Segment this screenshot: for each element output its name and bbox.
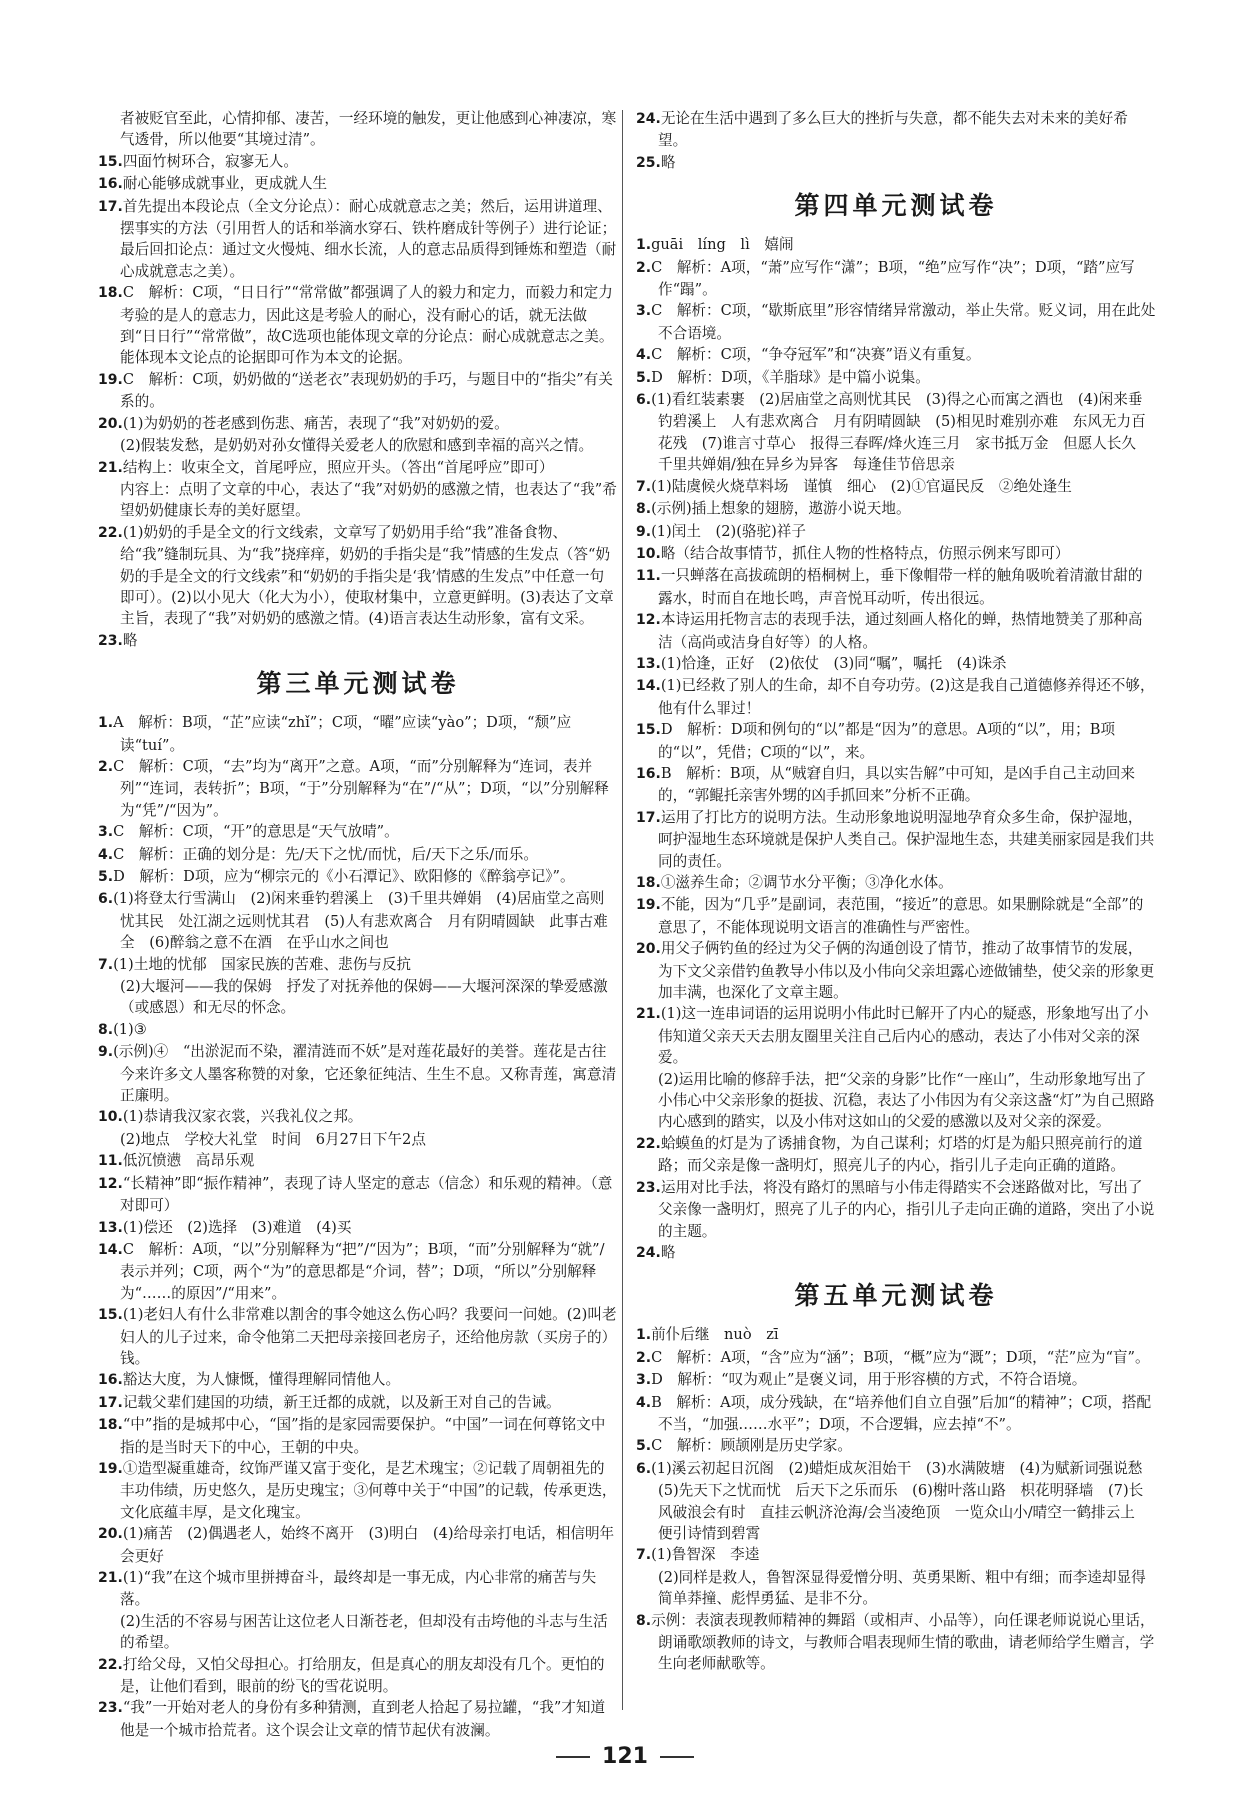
answer-number: 15. [636, 722, 661, 739]
answer-text: D 解析：D项，应为“柳宗元的《小石潭记》、欧阳修的《醉翁亭记》”。 [113, 868, 575, 885]
answer-item [636, 389, 1156, 476]
answer-number: 16. [98, 176, 123, 193]
answer-item [98, 1019, 618, 1041]
answer-number: 2. [98, 758, 114, 775]
answer-number: 20. [98, 415, 123, 432]
answer-number: 16. [636, 765, 661, 782]
answer-text: (2)假装发愁，是奶奶对孙女懂得关爱老人的欣慰和感到幸福的高兴之情。 [120, 437, 594, 455]
answer-item [636, 894, 1156, 938]
answer-text: 耐心能够成就事业，更成就人生 [122, 175, 328, 193]
answer-number: 20. [636, 941, 661, 958]
footer-dash-right [660, 1756, 694, 1758]
answer-text: 运用对比手法，将没有路灯的黑暗与小伟走得踏实不会迷路做对比，写出了父亲像一盏明灯，照亮了儿子的内心，指引儿子走向正确的道路，突出了小说的主题。 [658, 1178, 1155, 1240]
answer-item [636, 872, 1156, 894]
answer-text: 结构上：收束全文，首尾呼应，照应开头。（答出“首尾呼应”即可） [122, 458, 554, 476]
answer-item [98, 1217, 618, 1239]
answer-number: 8. [98, 1021, 114, 1038]
answer-text: B 解析：B项，从“贼窘自归，具以实告解”中可知，是凶手自己主动回来的，“郭鲲托亲害外甥的凶手抓回来”分析不正确。 [658, 764, 1135, 805]
answer-item [636, 1435, 1156, 1457]
answer-item [98, 844, 618, 866]
answer-number: 4. [636, 347, 652, 364]
answer-item [98, 151, 618, 173]
answer-number: 16. [98, 1372, 123, 1389]
answer-number: 3. [636, 303, 652, 320]
answer-item [98, 479, 618, 522]
page-number: 121 [602, 1744, 648, 1769]
unit2-answers-continued [98, 108, 618, 652]
answer-text: 者被贬官至此，心情抑郁、凄苦，一经环境的触发，更让他感到心神凄凉，寒气透骨，所以他要“其境过清”。 [120, 110, 617, 149]
answer-number: 12. [98, 1175, 123, 1192]
answer-text: C 解析：C项，“争夺冠军”和“决赛”语义有重复。 [651, 346, 981, 364]
answer-text: (2)同样是救人，鲁智深显得爱憎分明、英勇果断、粗中有细；而李逵却显得简单莽撞、彪悍勇猛、是非不分。 [658, 1568, 1146, 1608]
answer-text: (2)大堰河——我的保姆 抒发了对抚养他的保姆——大堰河深深的挚爱感激（或感恩）和无尽的怀念。 [120, 978, 608, 1017]
answer-number: 3. [98, 824, 114, 841]
answer-text: 内容上：点明了文章的中心，表达了“我”对奶奶的感激之情，也表达了“我”希望奶奶健康长寿的美好愿望。 [120, 480, 617, 520]
answer-number: 17. [98, 1394, 123, 1411]
answer-item [636, 609, 1156, 653]
answer-item [636, 152, 1156, 174]
column-divider [622, 110, 623, 1710]
answer-text: (1)为奶奶的苍老感到伤悲、痛苦，表现了“我”对奶奶的爱。 [122, 414, 509, 432]
answer-text: (1)“我”在这个城市里拼搏奋斗，最终却是一事无成，内心非常的痛苦与失落。 [120, 1569, 597, 1609]
answer-item [636, 1242, 1156, 1264]
answer-item [636, 1324, 1156, 1346]
answer-number: 22. [636, 1135, 661, 1152]
answer-item [98, 756, 618, 821]
answer-text: 略（结合故事情节，抓住人物的性格特点，仿照示例来写即可） [660, 544, 1070, 562]
answer-number: 8. [636, 1612, 652, 1629]
answer-item [98, 413, 618, 435]
answer-item [636, 1069, 1156, 1133]
answer-item [636, 675, 1156, 719]
answer-item [636, 521, 1156, 543]
answer-item [636, 807, 1156, 872]
answer-number: 7. [636, 1547, 652, 1564]
answer-text: C 解析：A项，“萧”应写作“潇”；B项，“绝”应写作“决”；D项，“踏”应写作“蹋”。 [651, 258, 1135, 299]
answer-item [98, 821, 618, 843]
answer-item [98, 1392, 618, 1414]
answer-text: ①滋养生命；②调节水分平衡；③净化水体。 [660, 874, 953, 891]
answer-number: 7. [636, 478, 652, 495]
answer-text: (示例)插上想象的翅膀，遨游小说天地。 [651, 500, 911, 518]
answer-number: 5. [98, 869, 114, 885]
answer-item [98, 1567, 618, 1611]
answer-item [98, 1173, 618, 1217]
answer-item [636, 1392, 1156, 1436]
answer-text: 蛤蟆鱼的灯是为了诱捕食物，为自己谋利；灯塔的灯是为船只照亮前行的道路；而父亲是像一盏明灯，照亮儿子的内心，指引儿子走向正确的道路。 [658, 1134, 1143, 1175]
answer-item [98, 1129, 618, 1150]
answer-text: (示例)④ “出淤泥而不染，濯清涟而不妖”是对莲花最好的美誉。莲花是古往今来许多文人墨客称赞的对象，它还象征纯洁、生生不息。又称青莲，寓意清正廉明。 [113, 1043, 617, 1105]
answer-number: 25. [636, 154, 661, 171]
answer-number: 1. [98, 715, 114, 732]
answer-text: (1)老妇人有什么非常难以割舍的事令她这么伤心吗？我要问一问她。(2)叫老妇人的儿子过来，命令他第二天把母亲接回老房子，还给他房款（买房子的）钱。 [120, 1306, 617, 1367]
answer-number: 6. [636, 392, 652, 409]
page-number-footer [0, 1744, 1250, 1769]
answer-text: (1)溪云初起日沉阁 (2)蜡炬成灰泪始干 (3)水满陂塘 (4)为赋新词强说愁 (5)先天下之忧而忧 后天下之乐而乐 (6)榭叶落山路 枳花明驿墙 (7)长风破浪会有时 直挂云帆济沧海/会当凌绝顶 一览众山小/晴空一鹤排云上 便引诗情到碧霄 [651, 1459, 1157, 1542]
answer-text: C 解析：C项，“去”均为“离开”之意。A项，“而”分别解释为“连词，表并列”“连词，表转折”；B项，“于”分别解释为“在”/“从”；D项，“以”分别解释为“凭”/“因为”。 [113, 757, 609, 819]
answer-number: 4. [98, 846, 114, 863]
answer-number: 21. [636, 1006, 661, 1023]
answer-item [98, 435, 618, 456]
answer-text: (1)鲁智深 李逵 [651, 1546, 760, 1564]
answer-number: 8. [636, 501, 652, 518]
answer-text: C 解析：A项，“含”应为“涵”；B项，“概”应为“溉”；D项，“茫”应为“盲”。 [651, 1348, 1150, 1366]
answer-text: D 解析：D项和例句的“以”都是“因为”的意思。A项的“以”，用；B项的“以”，凭借；C项的“以”，来。 [658, 721, 1116, 761]
answer-item [636, 1567, 1156, 1610]
answer-text: 打给父母，又怕父母担心。打给朋友，但是真心的朋友却没有几个。更怕的是，让他们看到，眼前的纷飞的雪花说明。 [120, 1655, 605, 1696]
answer-text: 不能，因为“几乎”是副词，表范围，“接近”的意思。如果删除就是“全部”的意思了，不能体现说明文语言的准确性与严密性。 [658, 896, 1144, 936]
answer-item [98, 954, 618, 976]
answer-item [636, 565, 1156, 609]
answer-number: 23. [636, 1179, 661, 1196]
answer-text: D 解析：D项，《羊脂球》是中篇小说集。 [651, 368, 930, 386]
answer-text: 略 [660, 1243, 676, 1261]
answer-item [98, 1239, 618, 1304]
answer-item [98, 196, 618, 283]
answer-number: 10. [636, 545, 661, 562]
answer-number: 15. [98, 1307, 123, 1324]
answer-text: A 解析：B项，“芷”应读“zhǐ”；C项，“曜”应读“yào”；D项，“颓”应读“tuí”。 [113, 714, 572, 754]
answer-item [98, 866, 618, 888]
answer-item [636, 498, 1156, 520]
answer-number: 6. [98, 891, 114, 908]
answer-number: 22. [98, 1656, 123, 1673]
answer-number: 14. [636, 678, 661, 695]
unit3-answers-continued [636, 108, 1156, 174]
answer-text: (1)陆虞候火烧草料场 谨慎 细心 (2)①官逼民反 ②绝处逢生 [651, 477, 1072, 495]
answer-item [98, 976, 618, 1019]
answer-item [636, 1347, 1156, 1369]
answer-text: (1)恰逢，正好 (2)依仗 (3)同“嘱”，嘱托 (4)诛杀 [660, 654, 1007, 672]
answer-item [98, 282, 618, 369]
answer-number: 15. [98, 153, 123, 170]
answer-number: 18. [636, 875, 661, 891]
answer-text: (1)已经救了别人的生命，却不自夸功劳。(2)这是我自己道德修养得还不够，他有什么罪过！ [658, 677, 1155, 717]
answer-item [98, 1106, 618, 1128]
right-column [636, 108, 1156, 1675]
answer-text: guāi líng lì 嬉闹 [651, 236, 794, 254]
answer-text: 低沉愤懑 高昂乐观 [122, 1152, 255, 1170]
answer-text: (1)偿还 (2)选择 (3)难道 (4)买 [122, 1218, 352, 1236]
answer-item [98, 1458, 618, 1523]
answer-item [98, 1523, 618, 1567]
answer-text: C 解析：C项，“开”的意思是“天气放晴”。 [113, 823, 399, 841]
answer-number: 20. [98, 1526, 123, 1543]
answer-number: 18. [98, 285, 123, 302]
answer-text: 记载父辈们建国的功绩，新王迁都的成就，以及新王对自己的告诫。 [122, 1393, 561, 1411]
answer-item [636, 1003, 1156, 1068]
answer-number: 17. [98, 198, 123, 215]
answer-text: 豁达大度，为人慷慨，懂得理解同情他人。 [122, 1371, 401, 1389]
answer-number: 13. [98, 1219, 123, 1236]
answer-item [98, 1697, 618, 1741]
answer-text: (1)恭请我汉家衣裳，兴我礼仪之邦。 [122, 1108, 363, 1126]
answer-item [98, 1304, 618, 1369]
answer-item [636, 1458, 1156, 1545]
answer-number: 23. [98, 632, 123, 649]
answer-item [636, 257, 1156, 301]
answer-text: 用父子俩钓鱼的经过为父子俩的沟通创设了情节，推动了故事情节的发展，为下文父亲借钓鱼教导小伟以及小伟向父亲坦露心迹做铺垫，使父亲的形象更加丰满，也深化了文章主题。 [658, 940, 1155, 1002]
answer-number: 5. [636, 1438, 652, 1455]
answer-text: C 解析：顾颉刚是历史学家。 [651, 1437, 852, 1455]
left-column [98, 108, 618, 1741]
answer-text: 略 [122, 631, 138, 649]
section-title-unit5: 第五单元测试卷 [794, 1281, 998, 1311]
answer-number: 17. [636, 809, 661, 826]
answer-text: 运用了打比方的说明方法。生动形象地说明湿地孕育众多生命，保护湿地，呵护湿地生态环境就是保护人类自己。保护湿地生态，共建美丽家园是我们共同的责任。 [658, 808, 1155, 870]
answer-item [636, 476, 1156, 498]
answer-text: 四面竹树环合，寂寥无人。 [122, 152, 298, 170]
answer-number: 2. [636, 1349, 652, 1366]
answer-number: 11. [98, 1153, 123, 1170]
answer-text: 无论在生活中遇到了多么巨大的挫折与失意，都不能失去对未来的美好希望。 [658, 110, 1128, 150]
answer-number: 2. [636, 259, 652, 276]
answer-text: ①造型凝重雄奇，纹饰严谨又富于变化，是艺术瑰宝；②记载了周朝祖先的丰功伟绩，历史悠久，是历史瑰宝；③何尊中关于“中国”的记载，传承更迭，文化底蕴丰厚，是文化瑰宝。 [120, 1459, 617, 1521]
answer-item [98, 888, 618, 953]
answer-item [636, 344, 1156, 366]
answer-text: C 解析：A项，“以”分别解释为“把”/“因为”；B项，“而”分别解释为“就”/表示并列；C项，两个“为”的意思都是“介词，替”；D项，“所以”分别解释为“……的原因”/“用来”。 [120, 1240, 605, 1302]
answer-text: (2)运用比喻的修辞手法，把“父亲的身影”比作“一座山”，生动形象地写出了小伟心中父亲形象的挺拔、沉稳，表达了小伟因为有父亲这盏“灯”为自己照路内心感到的踏实，以及小伟对这如山的父爱的感激以及对父亲的深爱。 [658, 1070, 1155, 1131]
answer-number: 18. [98, 1417, 123, 1434]
answer-item [98, 712, 618, 756]
section-title-unit4: 第四单元测试卷 [794, 191, 998, 221]
answer-item [636, 543, 1156, 565]
answer-text: (1)这一连串词语的运用说明小伟此时已解开了内心的疑惑，形象地写出了小伟知道父亲天天去朋友圈里关注自己后内心的感动，表达了小伟对父亲的深爱。 [658, 1005, 1149, 1067]
answer-text: C 解析：正确的划分是：先/天下之忧/而忧，后/天下之乐/而乐。 [113, 845, 538, 863]
answer-item [98, 522, 618, 630]
answer-text: C 解析：C项，“歇斯底里”形容情绪异常激动，举止失常。贬义词，用在此处不合语境。 [651, 302, 1156, 342]
answer-number: 19. [636, 897, 661, 914]
answer-text: (2)地点 学校大礼堂 时间 6月27日下午2点 [120, 1130, 426, 1148]
answer-text: 本诗运用托物言志的表现手法，通过刻画人格化的蝉，热情地赞美了那种高洁（高尚或洁身自好等）的人格。 [658, 611, 1143, 651]
unit5-answers [636, 1324, 1156, 1675]
answer-text: 前仆后继 nuò zī [651, 1326, 779, 1344]
answer-item [636, 1369, 1156, 1391]
answer-item [636, 1610, 1156, 1675]
answer-item [636, 1544, 1156, 1566]
answer-item [98, 108, 618, 151]
answer-text: (1)土地的忧郁 国家民族的苦难、悲伤与反抗 [113, 955, 412, 973]
answer-item [636, 1133, 1156, 1177]
answer-text: (1)③ [113, 1020, 147, 1038]
answer-text: “我”一开始对老人的身份有多种猜测，直到老人拾起了易拉罐，“我”才知道他是一个城市拾荒者。这个误会让文章的情节起伏有波澜。 [120, 1699, 606, 1739]
answer-number: 21. [98, 1570, 123, 1586]
answer-number: 7. [98, 956, 114, 973]
answer-number: 12. [636, 612, 661, 629]
answer-text: C 解析：C项，奶奶做的“送老衣”表现奶奶的手巧，与题目中的“指尖”有关系的。 [120, 370, 613, 411]
answer-item [98, 1150, 618, 1172]
answer-text: (1)闰土 (2)(骆驼)祥子 [651, 522, 806, 540]
answer-text: (1)奶奶的手是全文的行文线索，文章写了奶奶用手给“我”准备食物、给“我”缝制玩具、为“我”挠痒痒，奶奶的手指尖是“我”情感的生发点（答“奶奶的手是全文的行文线索”和“奶奶的手指尖是‘我’情感的生发点”中任意一句即可）。(2)以小见大（化大为小），使取材集中，立意更鲜明。(3)表达了文章主旨，表现了“我”对奶奶的感激之情。(4)语言表达生动形象，富有文采。 [120, 523, 614, 628]
answer-number: 22. [98, 524, 123, 541]
answer-number: 4. [636, 1394, 652, 1411]
answer-item [636, 719, 1156, 763]
answer-number: 24. [636, 1244, 661, 1261]
answer-text: 首先提出本段论点（全文分论点）：耐心成就意志之美；然后，运用讲道理、摆事实的方法（引用哲人的话和举滴水穿石、铁杵磨成针等例子）进行论证；最后回扣论点：通过文火慢炖、细水长流，人的意志品质得到锤炼和塑造（耐心成就意志之美）。 [120, 197, 617, 280]
footer-dash-left [556, 1756, 590, 1758]
answer-item [636, 1177, 1156, 1242]
unit4-answers [636, 234, 1156, 1264]
answer-number: 19. [98, 371, 123, 388]
answer-item [636, 938, 1156, 1003]
answer-item [636, 300, 1156, 344]
answer-item [98, 1414, 618, 1458]
answer-text: (1)痛苦 (2)偶遇老人，始终不离开 (3)明白 (4)给母亲打电话，相信明年会更好 [120, 1525, 615, 1565]
answer-number: 9. [98, 1044, 114, 1061]
answer-text: (2)生活的不容易与困苦让这位老人日渐苍老，但却没有击垮他的斗志与生活的希望。 [120, 1612, 608, 1652]
answer-text: 一只蝉落在高拔疏朗的梧桐树上，垂下像帽带一样的触角吸吮着清澈甘甜的露水，时而自在地长鸣，声音悦耳动听，传出很远。 [658, 567, 1143, 607]
answer-number: 1. [636, 237, 652, 254]
answer-text: “长精神”即“振作精神”，表现了诗人坚定的意志（信念）和乐观的精神。（意对即可） [120, 1174, 613, 1215]
answer-number: 6. [636, 1460, 652, 1477]
answer-item [98, 1041, 618, 1106]
unit3-answers [98, 712, 618, 1741]
answer-text: C 解析：C项，“日日行”“常常做”都强调了人的毅力和定力，而毅力和定力考验的是人的意志力，因此这是考验人的耐心，没有耐心的话，就无法做到“日日行”“常常做”，故C选项也能体现文章的分论点：耐心成就意志之美。能体现本文论点的论据即可作为本文的论据。 [120, 284, 614, 367]
answer-text: 略 [660, 153, 676, 171]
answer-text: (1)看红装素裹 (2)居庙堂之高则忧其民 (3)得之心而寓之酒也 (4)闲来垂钓碧溪上 人有悲欢离合 月有阴晴圆缺 (5)相见时难别亦难 东风无力百花残 (7)谁言寸草心 报得三春晖/烽火连三月 家书抵万金 但愿人长久 千里共婵娟/独在异乡为异客 每逢佳节倍思亲 [651, 391, 1151, 474]
answer-item [98, 1369, 618, 1391]
answer-text: B 解析：A项，成分残缺，在“培养他们自立自强”后加“的精神”；C项，搭配不当，“加强……水平”；D项，不合逻辑，应去掉“不”。 [651, 1393, 1152, 1433]
answer-text: D 解析：“叹为观止”是褒义词，用于形容横的方式，不符合语境。 [651, 1371, 1087, 1389]
answer-number: 11. [636, 568, 661, 585]
answer-number: 13. [636, 655, 661, 672]
answer-item [98, 1611, 618, 1654]
answer-number: 19. [98, 1460, 123, 1477]
answer-text: (1)将登太行雪满山 (2)闲来垂钓碧溪上 (3)千里共婵娟 (4)居庙堂之高则忧其民 处江湖之远则忧其君 (5)人有悲欢离合 月有阴晴圆缺 此事古难全 (6)醉翁之意不在酒 在乎山水之间也 [113, 890, 608, 952]
answer-item [636, 763, 1156, 807]
answer-item [636, 653, 1156, 675]
answer-text: “中”指的是城邦中心，“国”指的是家园需要保护。“中国”一词在何尊铭文中指的是当时天下的中心，王朝的中央。 [120, 1416, 606, 1456]
answer-item [98, 1654, 618, 1698]
answer-item [98, 369, 618, 413]
answer-number: 24. [636, 111, 661, 127]
answer-number: 3. [636, 1372, 652, 1389]
answer-item [98, 457, 618, 479]
answer-item [636, 234, 1156, 256]
answer-number: 23. [98, 1700, 123, 1717]
answer-item [636, 108, 1156, 152]
answer-number: 21. [98, 459, 123, 476]
answer-number: 10. [98, 1109, 123, 1126]
answer-item [98, 173, 618, 195]
answer-item [636, 367, 1156, 389]
answer-number: 1. [636, 1327, 652, 1344]
answer-number: 5. [636, 369, 652, 386]
answer-number: 9. [636, 523, 652, 540]
answer-text: 示例：表演表现教师精神的舞蹈（或相声、小品等），向任课老师说说心里话，朗诵歌颂教师的诗文，与教师合唱表现师生情的歌曲，请老师给学生赠言，学生向老师献歌等。 [651, 1611, 1155, 1673]
answer-number: 14. [98, 1241, 123, 1258]
answer-item [98, 630, 618, 652]
section-title-unit3: 第三单元测试卷 [256, 669, 460, 699]
